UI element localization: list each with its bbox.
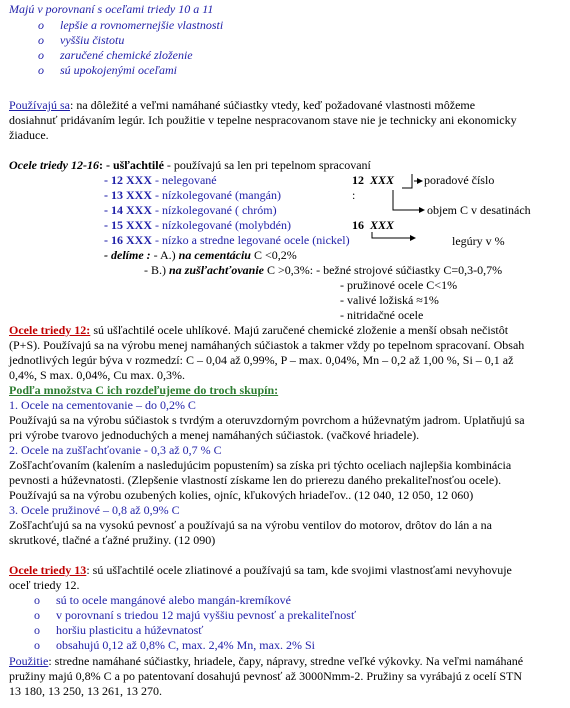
group-title: 3. Ocele pružinové – 0,8 až 0,9% C bbox=[9, 503, 180, 517]
list-item: o lepšie a rovnomernejšie vlastnosti bbox=[38, 18, 224, 32]
delime-b: - B.) na zušľachťovanie C >0,3%: - bežné strojové súčiastky C=0,3-0,7% bbox=[144, 263, 503, 277]
paragraph-line: (P+S). Používajú sa na výrobu menej namáhaných súčiastok a takmer vždy po tepelnom spracovaní. Obsah bbox=[9, 338, 525, 352]
paragraph-line: Zošľachťovaním (kalením a nasledujúcim popustením) sa získa pri týchto oceliach najlepšia kombinácia bbox=[9, 458, 512, 472]
paragraph-line: oceľ triedy 12. bbox=[9, 578, 80, 592]
delime-a: - delíme : - A.) na cementáciu C <0,2% bbox=[104, 248, 297, 262]
list-item: - nitridačné ocele bbox=[340, 308, 424, 322]
diagram-label-poradove: poradové číslo bbox=[424, 173, 495, 187]
list-item: o obsahujú 0,12 až 0,8% C, max. 2,4% Mn, max. 2% Si bbox=[34, 638, 315, 652]
list-item: o sú to ocele mangánové alebo mangán-kremíkové bbox=[34, 593, 291, 607]
diagram-code-top: 12 XXX bbox=[352, 173, 395, 187]
paragraph-line: pri výrobe tvarovo jednoduchých a menej namáhaných súčiastok. (vačkové hriadele). bbox=[9, 428, 420, 442]
class-12-paragraph: Ocele triedy 12: sú ušľachtilé ocele uhlíkové. Majú zaručené chemické zloženie a menší obsah nečistôt bbox=[9, 323, 509, 337]
paragraph-line: Používajú sa na výrobu ozubených kolies, ojníc, kľukových hriadeľov.. (12 040, 12 050, 12 060) bbox=[9, 488, 474, 502]
list-item: o sú upokojenými oceľami bbox=[38, 63, 177, 77]
code-row: - 16 XXX - nízko a stredne legované ocele (nickel) bbox=[104, 233, 350, 247]
list-item: - pružinové ocele C<1% bbox=[340, 278, 458, 292]
class-13-label: Ocele triedy 13 bbox=[9, 563, 87, 577]
class-12-label: Ocele triedy 12: bbox=[9, 323, 91, 337]
diagram-label-objem: objem C v desatinách bbox=[427, 203, 531, 217]
list-item: o horšiu plasticitu a húževnatosť bbox=[34, 623, 204, 637]
arrow-poradove bbox=[402, 174, 412, 188]
bullet-icon: o bbox=[38, 63, 44, 77]
paragraph-line: jednotlivých legúr býva v rozmedzí: C – 0,04 až 0,99%, P – max. 0,04%, Mn – 0,2 až 1,00 %, Si – 0,1 až bbox=[9, 353, 514, 367]
diagram-label-legury: legúry v % bbox=[452, 234, 505, 248]
usage-paragraph: Používajú sa: na dôležité a veľmi namáhané súčiastky vtedy, keď požadované vlastnosti môžeme bbox=[9, 98, 476, 112]
list-item: o zaručené chemické zloženie bbox=[38, 48, 193, 62]
list-item: - valivé ložiská ≈1% bbox=[340, 293, 439, 307]
code-row: - 12 XXX - nelegované bbox=[104, 173, 217, 187]
code-row: - 15 XXX - nízkolegované (molybdén) bbox=[104, 218, 291, 232]
diagram-colon: : bbox=[352, 188, 356, 202]
use-label: Použitie bbox=[9, 654, 49, 668]
groups-title: Podľa množstva C ich rozdeľujeme do troch skupín: bbox=[9, 383, 279, 397]
diagram-code-bottom: 16 XXX bbox=[352, 218, 395, 232]
intro-title: Majú v porovnaní s oceľami triedy 10 a 11 bbox=[9, 2, 214, 16]
bullet-icon: o bbox=[38, 33, 44, 47]
list-item: o vyššiu čistotu bbox=[38, 33, 125, 47]
usage-line: dosiahnuť pridávaním legúr. Ich použitie v tepelne nespracovanom stave nie je technicky ani ekonomicky bbox=[9, 113, 517, 127]
bullet-icon: o bbox=[34, 638, 40, 652]
paragraph-line: 13 180, 13 250, 13 261, 13 270. bbox=[9, 684, 162, 698]
bullet-icon: o bbox=[38, 48, 44, 62]
paragraph-line: Používajú sa na výrobu súčiastok s tvrdým a oteruvzdorným povrchom a húževnatým jadrom. Uplatňujú sa bbox=[9, 413, 525, 427]
paragraph-line: pevnosti a húževnatosti. (Zlepšenie vlastností získame len do prierezu daného prekaliteľnosťou ocele). bbox=[9, 473, 502, 487]
usage-label: Používajú sa bbox=[9, 98, 70, 112]
class-1216-lead: Ocele triedy 12-16: - ušľachtilé - používajú sa len pri tepelnom spracovaní bbox=[9, 158, 371, 172]
arrow-legury bbox=[372, 232, 415, 238]
usage-line: žiaduce. bbox=[9, 128, 49, 142]
bullet-icon: o bbox=[38, 18, 44, 32]
group-title: 1. Ocele na cementovanie – do 0,2% C bbox=[9, 398, 196, 412]
bullet-icon: o bbox=[34, 608, 40, 622]
class-13-paragraph: Ocele triedy 13: sú ušľachtilé ocele zliatinové a používajú sa tam, kde svojimi vlastnosťami nevyhovuje bbox=[9, 563, 512, 577]
paragraph-line: skrutkové, tlačné a ťažné pružiny. (12 090) bbox=[9, 533, 216, 547]
list-item: o v porovnaní s triedou 12 majú vyššiu pevnosť a prekaliteľnosť bbox=[34, 608, 357, 622]
paragraph-line: Zošľachťujú sa na vysokú pevnosť a používajú sa na výrobu ventilov do motorov, drôtov do lán a na bbox=[9, 518, 492, 532]
code-row: - 13 XXX - nízkolegované (mangán) bbox=[104, 188, 281, 202]
code-row: - 14 XXX - nízkolegované ( chróm) bbox=[104, 203, 277, 217]
use-paragraph: Použitie: stredne namáhané súčiastky, hriadele, čapy, nápravy, stredne veľké výkovky. Na veľmi namáhané bbox=[9, 654, 524, 668]
arrow-objem bbox=[393, 190, 424, 210]
group-title: 2. Ocele na zušľachťovanie - 0,3 až 0,7 % C bbox=[9, 443, 222, 457]
bullet-icon: o bbox=[34, 623, 40, 637]
bullet-icon: o bbox=[34, 593, 40, 607]
paragraph-line: 0,4%, S max. 0,04%, Cu max. 0,3%. bbox=[9, 368, 185, 382]
class-1216-label: Ocele triedy 12-16 bbox=[9, 158, 99, 172]
paragraph-line: pružiny majú 0,8% C a po patentovaní dosahujú pevnosť až 3000Nmm-2. Pružiny sa vyrábajú z ocelí STN bbox=[9, 669, 523, 683]
class-13-list bbox=[10, 593, 570, 653]
